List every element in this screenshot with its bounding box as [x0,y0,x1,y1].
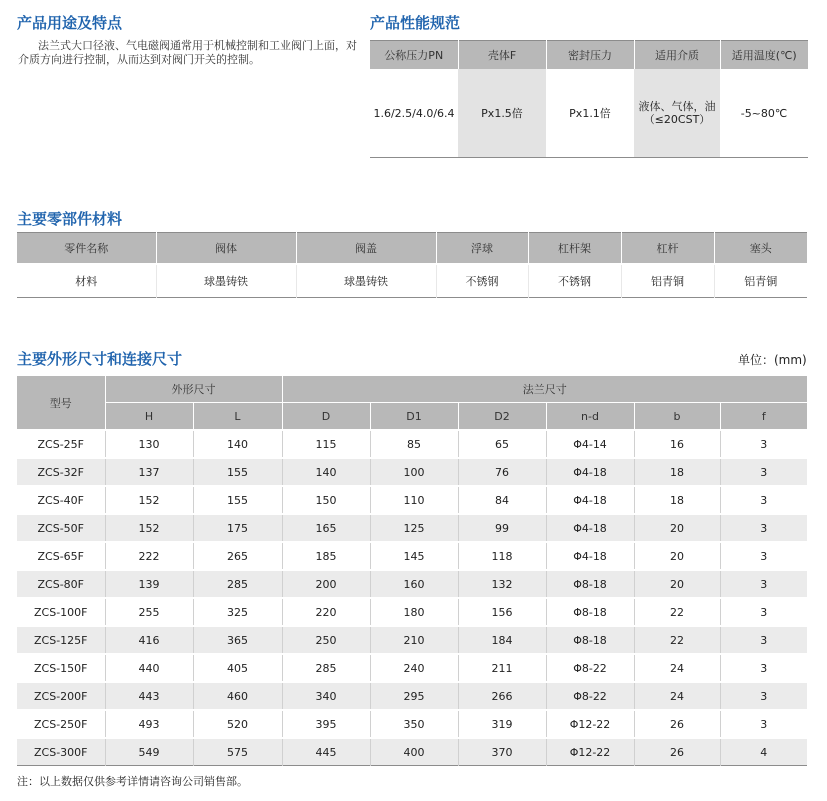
parts-header: 杠杆 [621,233,714,265]
spec-header-row [370,41,808,70]
parts-title: 主要零部件材料 [17,210,123,228]
dims-subheader: f [720,403,807,431]
dims-cell: 140 [193,430,282,458]
dims-cell: Φ8-18 [546,570,634,598]
dims-cell: 210 [370,626,458,654]
dims-cell: 4 [720,738,807,766]
spec-table [370,40,808,158]
dims-cell: 155 [193,486,282,514]
dims-cell: 152 [105,514,193,542]
dims-cell: 152 [105,486,193,514]
model-cell: ZCS-32F [17,458,105,486]
dims-cell: 319 [458,710,546,738]
dims-cell: 222 [105,542,193,570]
spec-title: 产品性能规范 [370,14,461,32]
table-row [17,654,807,682]
unit-label: 单位：(mm) [738,353,807,367]
dims-cell: 350 [370,710,458,738]
dims-cell: 255 [105,598,193,626]
dims-cell: 3 [720,570,807,598]
dims-cell: 125 [370,514,458,542]
dims-cell: Φ4-18 [546,486,634,514]
table-row [17,626,807,654]
dims-cell: 18 [634,458,720,486]
dims-subheader: n-d [546,403,634,431]
dims-cell: 155 [193,458,282,486]
parts-cell: 铝青铜 [714,264,807,298]
parts-header-row [17,233,807,265]
dims-cell: 395 [282,710,370,738]
dims-cell: 3 [720,626,807,654]
dims-cell: 220 [282,598,370,626]
spec-header: 公称压力PN [370,41,458,70]
dims-cell: Φ8-22 [546,654,634,682]
dims-cell: 266 [458,682,546,710]
spec-value: Px1.5倍 [458,69,546,158]
dims-cell: 145 [370,542,458,570]
dims-subheader-row [17,403,807,431]
dims-cell: 445 [282,738,370,766]
dims-cell: Φ8-18 [546,626,634,654]
dims-cell: 340 [282,682,370,710]
parts-cell: 铝青铜 [621,264,714,298]
dims-subheader: b [634,403,720,431]
outer-size-header: 外形尺寸 [105,376,282,403]
dims-cell: 250 [282,626,370,654]
dims-cell: 285 [193,570,282,598]
dims-cell: 443 [105,682,193,710]
dims-cell: 440 [105,654,193,682]
dims-cell: 20 [634,570,720,598]
dims-cell: 140 [282,458,370,486]
dims-cell: 18 [634,486,720,514]
dims-cell: 26 [634,738,720,766]
dims-cell: 3 [720,486,807,514]
dims-cell: 165 [282,514,370,542]
dims-cell: Φ4-18 [546,458,634,486]
dims-cell: 22 [634,626,720,654]
dims-title: 主要外形尺寸和连接尺寸 [17,350,183,368]
dims-cell: 285 [282,654,370,682]
dims-cell: 370 [458,738,546,766]
parts-header: 浮球 [436,233,528,265]
dims-cell: 100 [370,458,458,486]
dims-cell: 160 [370,570,458,598]
table-row [17,458,807,486]
dims-cell: 110 [370,486,458,514]
model-cell: ZCS-300F [17,738,105,766]
table-row [17,514,807,542]
dims-cell: 325 [193,598,282,626]
dims-cell: 24 [634,682,720,710]
dims-cell: 200 [282,570,370,598]
dims-cell: Φ8-18 [546,598,634,626]
dims-cell: 20 [634,542,720,570]
table-row [17,738,807,766]
dims-cell: 405 [193,654,282,682]
parts-header: 塞头 [714,233,807,265]
dims-cell: 3 [720,542,807,570]
dims-cell: 175 [193,514,282,542]
dims-cell: 16 [634,430,720,458]
parts-header: 阀体 [156,233,296,265]
flange-size-header: 法兰尺寸 [282,376,807,403]
model-cell: ZCS-80F [17,570,105,598]
table-row [17,710,807,738]
parts-cell: 不锈钢 [528,264,621,298]
dims-subheader: D2 [458,403,546,431]
dims-cell: 265 [193,542,282,570]
parts-cell: 材料 [17,264,156,298]
dims-cell: 520 [193,710,282,738]
dims-cell: 493 [105,710,193,738]
dims-cell: 3 [720,514,807,542]
table-row [17,598,807,626]
model-cell: ZCS-50F [17,514,105,542]
dims-cell: 416 [105,626,193,654]
dims-subheader: D [282,403,370,431]
intro-title: 产品用途及特点 [17,14,123,32]
model-header: 型号 [17,376,105,431]
model-cell: ZCS-65F [17,542,105,570]
dims-cell: 365 [193,626,282,654]
dims-cell: 400 [370,738,458,766]
dims-cell: 130 [105,430,193,458]
model-cell: ZCS-40F [17,486,105,514]
dims-cell: 20 [634,514,720,542]
dims-cell: 184 [458,626,546,654]
spec-value: Px1.1倍 [569,106,611,120]
dims-cell: 575 [193,738,282,766]
table-row [17,542,807,570]
spec-value: 1.6/2.5/4.0/6.4 [373,106,455,120]
model-cell: ZCS-125F [17,626,105,654]
parts-table [17,232,807,298]
spec-header: 密封压力 [546,41,634,70]
model-cell: ZCS-25F [17,430,105,458]
parts-cell: 球墨铸铁 [296,264,436,298]
table-row [17,430,807,458]
dims-cell: 3 [720,654,807,682]
model-cell: ZCS-200F [17,682,105,710]
dims-cell: Φ4-18 [546,542,634,570]
dims-cell: Φ12-22 [546,738,634,766]
dims-cell: 65 [458,430,546,458]
dims-cell: 185 [282,542,370,570]
dims-table [17,375,807,766]
dims-cell: 118 [458,542,546,570]
spec-value-row [370,69,808,158]
dims-subheader: L [193,403,282,431]
dims-cell: 3 [720,710,807,738]
dims-cell: 132 [458,570,546,598]
dims-cell: 137 [105,458,193,486]
model-cell: ZCS-250F [17,710,105,738]
dims-cell: Φ12-22 [546,710,634,738]
dims-cell: 22 [634,598,720,626]
dims-subheader: H [105,403,193,431]
dims-cell: 240 [370,654,458,682]
dims-cell: 156 [458,598,546,626]
dims-cell: 460 [193,682,282,710]
dims-cell: 549 [105,738,193,766]
dims-cell: 99 [458,514,546,542]
dims-cell: 24 [634,654,720,682]
dims-cell: 3 [720,458,807,486]
dims-cell: 211 [458,654,546,682]
dims-cell: Φ8-22 [546,682,634,710]
parts-header: 零件名称 [17,233,156,265]
model-cell: ZCS-150F [17,654,105,682]
spec-header: 适用温度(℃) [720,41,808,70]
dims-subheader: D1 [370,403,458,431]
dims-cell: 139 [105,570,193,598]
spec-value: -5~80℃ [740,106,788,120]
parts-header: 阀盖 [296,233,436,265]
dims-cell: 150 [282,486,370,514]
parts-row [17,264,807,298]
dims-header-row [17,376,807,403]
dims-cell: 3 [720,598,807,626]
model-cell: ZCS-100F [17,598,105,626]
dims-cell: Φ4-14 [546,430,634,458]
parts-cell: 不锈钢 [436,264,528,298]
dims-body [17,430,807,766]
parts-header: 杠杆架 [528,233,621,265]
dims-cell: 3 [720,682,807,710]
dims-cell: Φ4-18 [546,514,634,542]
dims-cell: 295 [370,682,458,710]
parts-cell: 球墨铸铁 [156,264,296,298]
intro-text: 法兰式大口径液、气电磁阀通常用于机械控制和工业阀门上面，对介质方向进行控制，从而达到对阀门开关的控制。 [18,39,357,66]
footnote: 注：以上数据仅供参考详情请咨询公司销售部。 [17,775,248,788]
dims-cell: 26 [634,710,720,738]
table-row [17,682,807,710]
dims-cell: 180 [370,598,458,626]
spec-header: 适用介质 [634,41,720,70]
dims-cell: 84 [458,486,546,514]
dims-cell: 3 [720,430,807,458]
table-row [17,486,807,514]
spec-header: 壳体F [458,41,546,70]
spec-value: 液体、气体，油（≤20CST） [634,69,720,158]
table-row [17,570,807,598]
dims-cell: 76 [458,458,546,486]
dims-cell: 85 [370,430,458,458]
dims-cell: 115 [282,430,370,458]
